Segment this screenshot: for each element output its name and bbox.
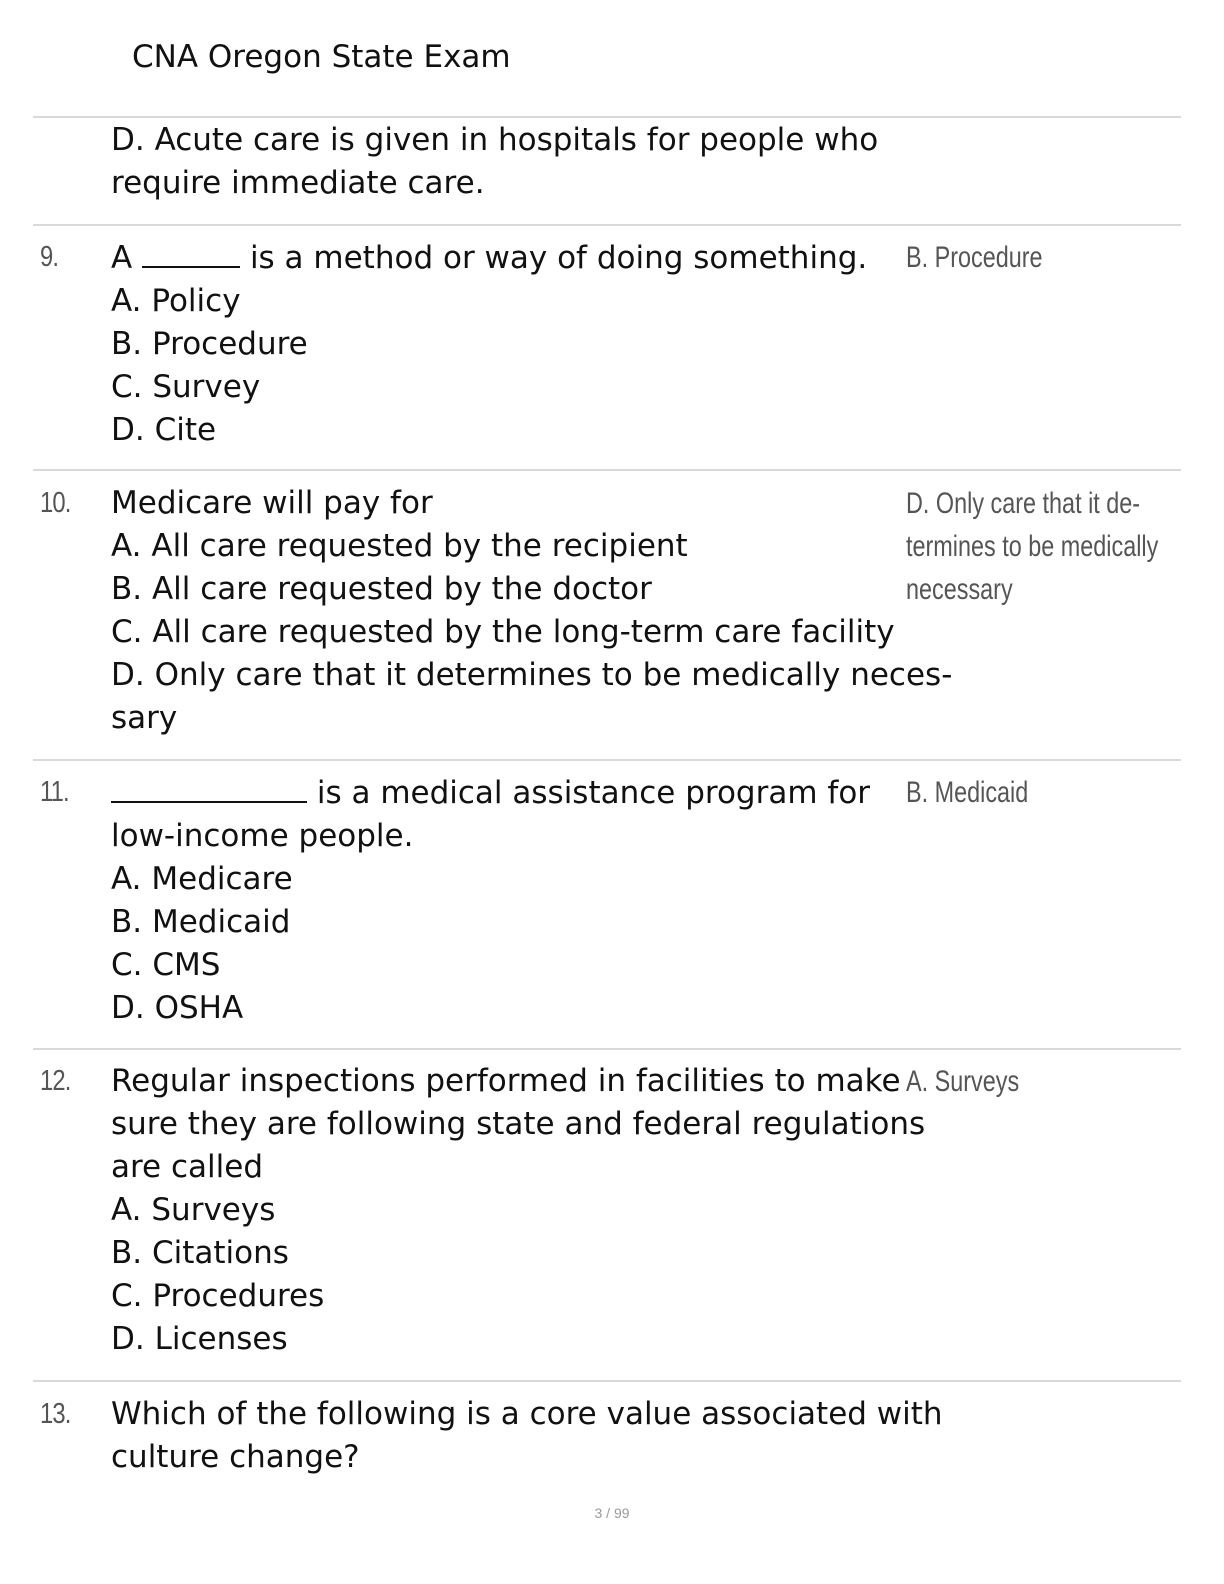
option: B. Medicaid <box>111 904 291 940</box>
stem-prefix: A <box>111 240 133 276</box>
question-stem-line: low-income people. <box>111 818 414 854</box>
divider <box>33 224 1181 226</box>
option: D. Cite <box>111 412 217 448</box>
option: A. Medicare <box>111 861 293 897</box>
divider <box>33 1048 1181 1050</box>
stem-suffix: is a medical assistance program for <box>316 775 871 811</box>
option: D. OSHA <box>111 990 244 1026</box>
page-number: 3 / 99 <box>594 1505 630 1521</box>
option: B. Procedure <box>111 326 308 362</box>
divider <box>33 469 1181 471</box>
option-continued: sary <box>111 700 178 736</box>
option: C. CMS <box>111 947 221 983</box>
answer-line: B. Procedure <box>906 241 1043 274</box>
answer-line: termines to be medically <box>906 530 1159 563</box>
option: C. Survey <box>111 369 261 405</box>
question-stem: Medicare will pay for <box>111 485 433 521</box>
option: C. Procedures <box>111 1278 325 1314</box>
question-stem-line: culture change? <box>111 1439 360 1475</box>
answer <box>906 1060 1132 1103</box>
option: A. Policy <box>111 283 241 319</box>
continuation-line: D. Acute care is given in hospitals for people who <box>111 122 879 158</box>
question-number: 11. <box>40 776 69 808</box>
question-number: 9. <box>40 241 59 273</box>
question-stem <box>111 771 901 815</box>
answer <box>906 771 1132 814</box>
answer-line: necessary <box>906 573 1013 606</box>
question-number: 10. <box>40 487 71 519</box>
answer <box>906 482 1159 611</box>
option: D. Only care that it determines to be medically neces- <box>111 657 953 693</box>
answer-line: D. Only care that it de- <box>906 487 1141 520</box>
answer <box>906 236 1132 279</box>
divider <box>33 759 1181 761</box>
question-stem-line: are called <box>111 1149 264 1185</box>
question-stem-line: sure they are following state and federal regulations <box>111 1106 926 1142</box>
question-text <box>111 236 901 452</box>
document-title: CNA Oregon State Exam <box>132 39 511 75</box>
question-stem-line: Which of the following is a core value associated with <box>111 1396 943 1432</box>
question-text <box>111 1060 926 1361</box>
continuation-text <box>111 119 901 205</box>
question-stem-line: Regular inspections performed in facilities to make <box>111 1063 901 1099</box>
question-text <box>111 771 901 1030</box>
answer-line: A. Surveys <box>906 1065 1020 1098</box>
option: D. Licenses <box>111 1321 288 1357</box>
question-text <box>111 1393 943 1479</box>
stem-suffix: is a method or way of doing something. <box>249 240 868 276</box>
question-stem <box>111 236 901 280</box>
question-number: 12. <box>40 1065 71 1097</box>
answer-line: B. Medicaid <box>906 776 1029 809</box>
question-number: 13. <box>40 1398 71 1430</box>
option: B. Citations <box>111 1235 289 1271</box>
question-text <box>111 482 953 740</box>
fill-in-blank <box>142 236 240 268</box>
option: A. All care requested by the recipient <box>111 528 688 564</box>
divider <box>33 116 1181 118</box>
continuation-line: require immediate care. <box>111 165 485 201</box>
option: C. All care requested by the long-term care facility <box>111 614 895 650</box>
option: B. All care requested by the doctor <box>111 571 652 607</box>
option: A. Surveys <box>111 1192 276 1228</box>
divider <box>33 1380 1181 1382</box>
fill-in-blank <box>111 771 307 803</box>
